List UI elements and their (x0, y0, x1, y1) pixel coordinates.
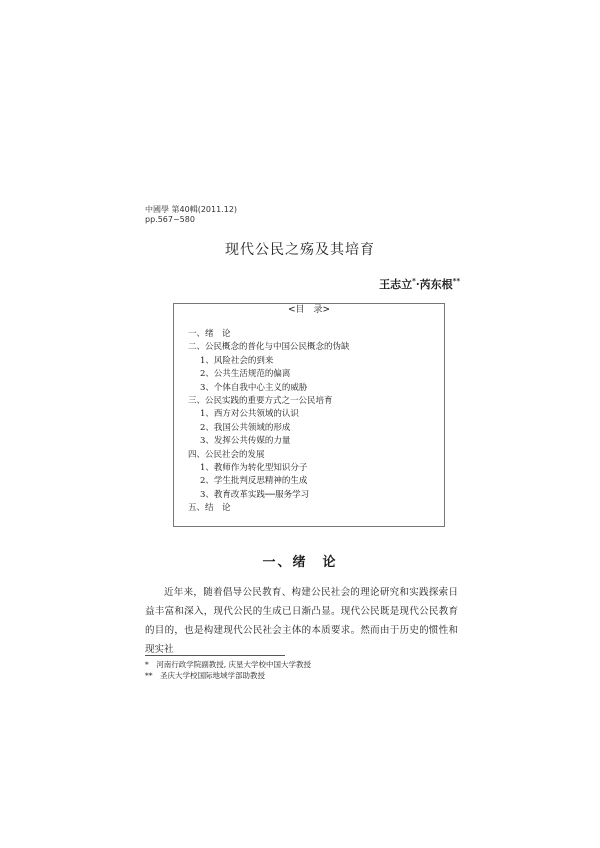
toc-item: 3、个体自我中心主义的威胁 (200, 382, 308, 393)
footnote: * 河南行政学院副教授, 庆星大学校中国大学教授 (145, 660, 312, 669)
toc-item: 2、我国公共领域的形成 (200, 422, 291, 433)
footnote: ** 圣庆大学校国际地域学部助教授 (145, 671, 265, 680)
toc-item: 二、公民概念的普化与中国公民概念的伪缺 (188, 342, 350, 353)
toc-item: 一、绪 论 (188, 329, 231, 339)
toc-item: 1、风险社会的到来 (200, 355, 274, 366)
section-heading: 一、绪 论 (262, 555, 338, 570)
article-title: 现代公民之殇及其培育 (225, 242, 375, 258)
body-paragraph: 近年来，随着倡导公民教育、构建公民社会的理论研究和实践探索日益丰富和深入，现代公民的生成已日渐凸显。现代公民既是现代公民教育的目的，也是构建现代公民社会主体的本质要求。然而由于历史的惯性和现实社 (145, 587, 458, 655)
table-of-contents (173, 303, 445, 527)
toc-item: 三、公民实践的重要方式之一公民培育 (188, 396, 333, 407)
toc-item: 2、学生批判反思精神的生成 (200, 476, 308, 487)
toc-title: <目 录> (282, 305, 336, 315)
toc-item: 2、公共生活规范的偏离 (200, 369, 291, 380)
toc-item: 3、教育改革实践──服务学习 (200, 489, 310, 500)
toc-item: 1、西方对公共领域的认识 (200, 409, 299, 420)
footnotes (145, 659, 311, 681)
toc-item: 五、结 论 (188, 503, 231, 514)
author-2-mark: ** (452, 276, 460, 286)
toc-item: 1、教师作为转化型知识分子 (200, 463, 308, 474)
author-1-mark: * (412, 276, 416, 286)
footnote-divider (145, 655, 285, 656)
page-range: pp.567~580 (145, 215, 195, 224)
author-2: ·芮东根 (415, 278, 453, 291)
journal-info: 中國學 第40輯(2011.12) (145, 205, 238, 214)
author-1: 王志立 (379, 278, 413, 291)
toc-item: 四、公民社会的发展 (188, 449, 265, 460)
journal-header (145, 205, 237, 225)
toc-item: 3、发挥公共传媒的力量 (200, 436, 291, 447)
toc-list (188, 328, 350, 516)
author-line (379, 276, 460, 292)
